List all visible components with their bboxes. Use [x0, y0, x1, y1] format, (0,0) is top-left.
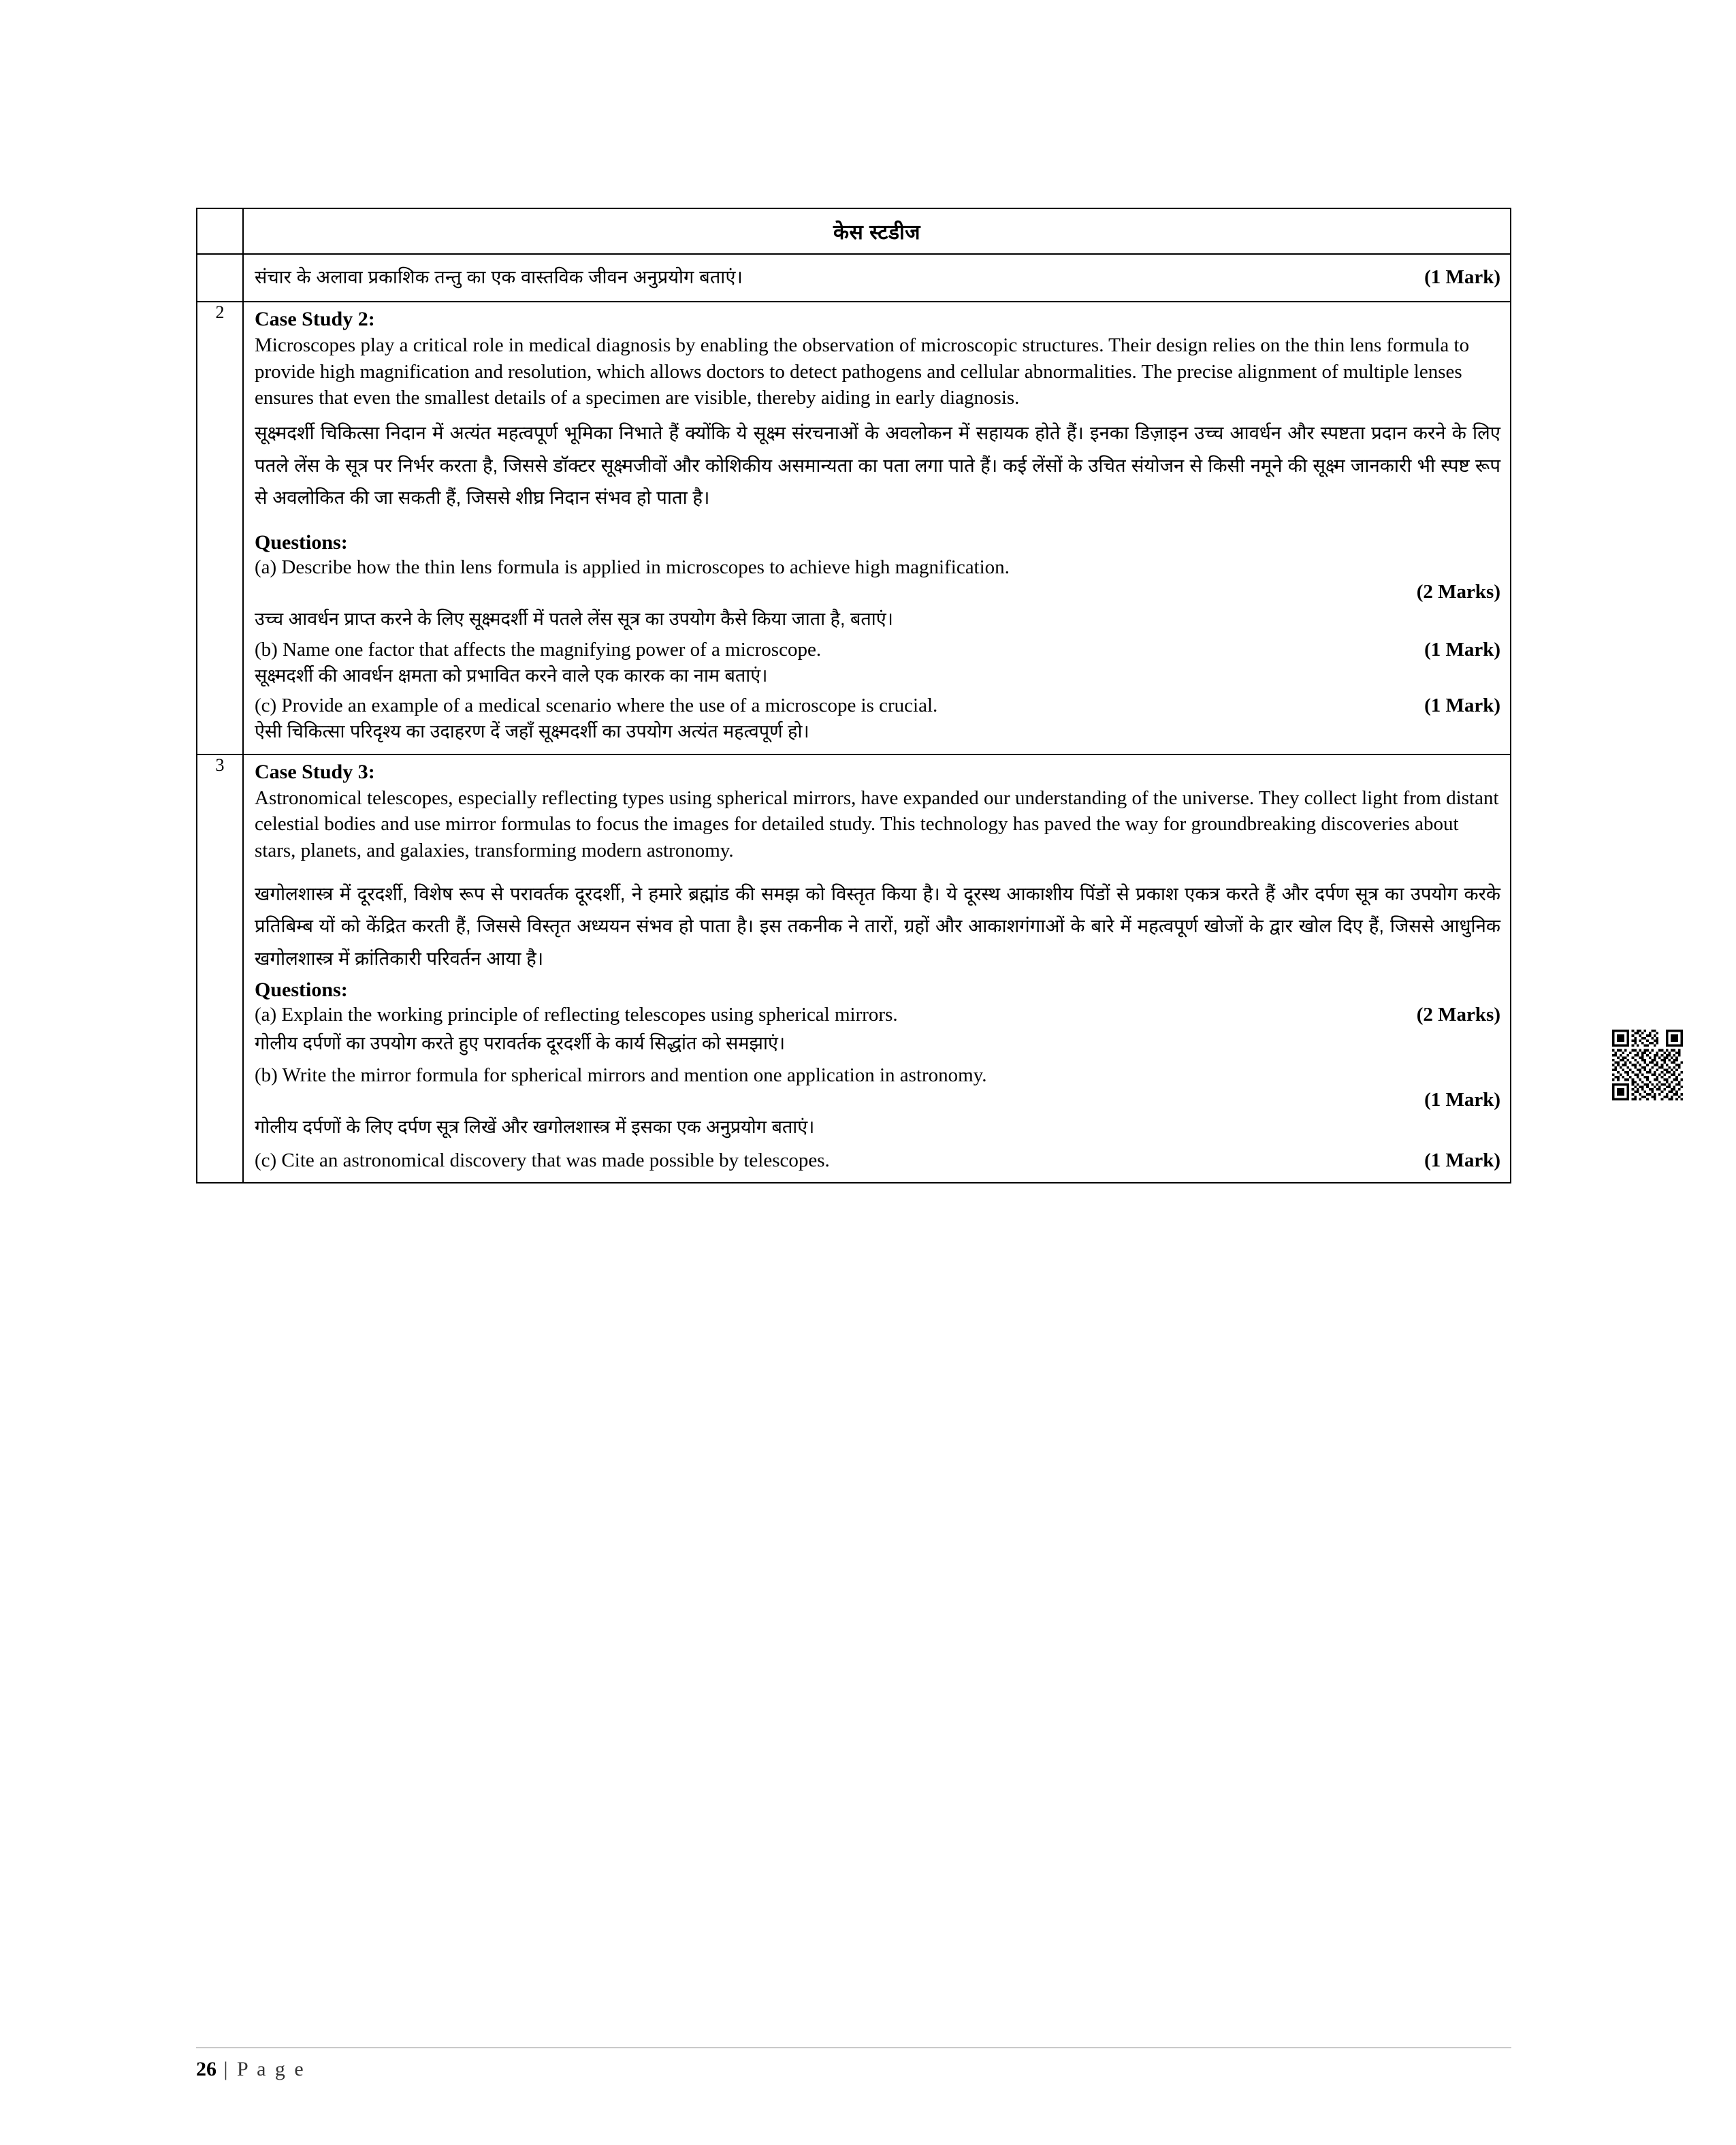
question-hindi: गोलीय दर्पणों के लिए दर्पण सूत्र लिखें और खगोलशास्त्र में इसका एक अनुप्रयोग बताएं। [255, 1117, 815, 1138]
row-body [243, 302, 1511, 754]
row-number: 3 [197, 754, 243, 1183]
case-study-title: Case Study 3: [255, 760, 375, 783]
question-hindi: गोलीय दर्पणों का उपयोग करते हुए परावर्तक दूरदर्शी के कार्य सिद्धांत को समझाएं। [255, 1032, 786, 1053]
header-number-cell [197, 208, 243, 254]
question-item [255, 1002, 1500, 1058]
question-item [255, 554, 1500, 635]
table-title: केस स्टडीज [833, 221, 921, 244]
question-item [255, 1147, 1500, 1174]
page-number: 26 [196, 2058, 216, 2080]
marks-label: (1 Mark) [1424, 1149, 1500, 1171]
table-header-row [197, 208, 1511, 254]
page-footer [196, 2047, 1511, 2081]
row-body [243, 754, 1511, 1183]
marks-label: (2 Marks) [1416, 581, 1500, 603]
marks-label: (1 Mark) [1424, 266, 1500, 288]
case-study-title: Case Study 2: [255, 307, 375, 330]
footer-page-label [196, 2058, 1511, 2081]
footer-divider [196, 2047, 1511, 2048]
question-english: (c) Provide an example of a medical scenario where the use of a microscope is crucial. [255, 694, 938, 716]
question-english: (a) Explain the working principle of reflecting telescopes using spherical mirrors. [255, 1003, 898, 1026]
table-row [197, 754, 1511, 1183]
case-study-english-paragraph: Microscopes play a critical role in medical diagnosis by enabling the observation of microscopic structures. Their design relies on the thin lens formula to provide high magnification and resolution, which allows doctors to detect pathogens and cellular abnormalities. The precise alignment of multiple lenses ensures that even the smallest details of a specimen are visible, thereby aiding in early diagnosis. [255, 334, 1470, 409]
marks-label: (1 Mark) [1424, 638, 1500, 661]
question-item [255, 637, 1500, 690]
questions-heading: Questions: [255, 978, 348, 1001]
marks-label: (2 Marks) [1416, 1003, 1500, 1026]
question-hindi: संचार के अलावा प्रकाशिक तन्तु का एक वास्तविक जीवन अनुप्रयोग बताएं। [255, 267, 743, 287]
question-english: (b) Write the mirror formula for spherical mirrors and mention one application in astronomy. [255, 1064, 987, 1087]
question-english: (a) Describe how the thin lens formula is applied in microscopes to achieve high magnification. [255, 556, 1010, 579]
table-row [197, 302, 1511, 754]
row-number: 2 [197, 302, 243, 754]
marks-label: (1 Mark) [1424, 1089, 1500, 1111]
question-hindi: ऐसी चिकित्सा परिदृश्य का उदाहरण दें जहाँ सूक्ष्मदर्शी का उपयोग अत्यंत महत्वपूर्ण हो। [255, 721, 809, 742]
question-english: (c) Cite an astronomical discovery that was made possible by telescopes. [255, 1149, 830, 1171]
question-item [255, 1062, 1500, 1143]
case-study-hindi-paragraph: खगोलशास्त्र में दूरदर्शी, विशेष रूप से परावर्तक दूरदर्शी, ने हमारे ब्रह्मांड की समझ को विस्तृत किया है। ये दूरस्थ आकाशीय पिंडों से प्रकाश एकत्र करते हैं और दर्पण सूत्र का उपयोग करके प्रतिबिम्ब यों को केंद्रित करती हैं, जिससे विस्तृत अध्ययन संभव हो पाता है। इस तकनीक ने तारों, ग्रहों और आकाशगंगाओं के बारे में महत्वपूर्ण खोजों के द्वार खोल दिए हैं, जिससे आधुनिक खगोलशास्त्र में क्रांतिकारी परिवर्तन आया है। [255, 883, 1500, 969]
qr-code-icon [1612, 1030, 1683, 1100]
page-label-text: | P a g e [223, 2058, 306, 2080]
case-studies-table [196, 208, 1511, 1183]
case-study-hindi-paragraph: सूक्ष्मदर्शी चिकित्सा निदान में अत्यंत महत्वपूर्ण भूमिका निभाते हैं क्योंकि ये सूक्ष्म संरचनाओं के अवलोकन में सहायक होते हैं। इनका डिज़ाइन उच्च आवर्धन और स्पष्टता प्रदान करने के लिए पतले लेंस के सूत्र पर निर्भर करता है, जिससे डॉक्टर सूक्ष्मजीवों और कोशिकीय असमान्यता का पता लगा पाते हैं। कई लेंसों के उचित संयोजन से किसी नमूने की सूक्ष्म जानकारी भी स्पष्ट रूप से अवलोकित की जा सकती हैं, जिससे शीघ्र निदान संभव हो पाता है। [255, 422, 1500, 508]
question-item [255, 693, 1500, 746]
questions-heading: Questions: [255, 531, 348, 554]
question-hindi: उच्च आवर्धन प्राप्त करने के लिए सूक्ष्मदर्शी में पतले लेंस सूत्र का उपयोग कैसे किया जाता है, बताएं। [255, 609, 893, 630]
case-study-english-paragraph: Astronomical telescopes, especially reflecting types using spherical mirrors, have expanded our understanding of the universe. They collect light from distant celestial bodies and use mirror formulas to focus the images for detailed study. This technology has paved the way for groundbreaking discoveries about stars, planets, and galaxies, transforming modern astronomy. [255, 786, 1499, 862]
table-row [197, 254, 1511, 302]
marks-label: (1 Mark) [1424, 694, 1500, 716]
question-english: (b) Name one factor that affects the magnifying power of a microscope. [255, 638, 822, 661]
question-hindi: सूक्ष्मदर्शी की आवर्धन क्षमता को प्रभावित करने वाले एक कारक का नाम बताएं। [255, 665, 768, 686]
row-number [197, 254, 243, 302]
row-body [243, 254, 1511, 302]
header-title-cell [243, 208, 1511, 254]
